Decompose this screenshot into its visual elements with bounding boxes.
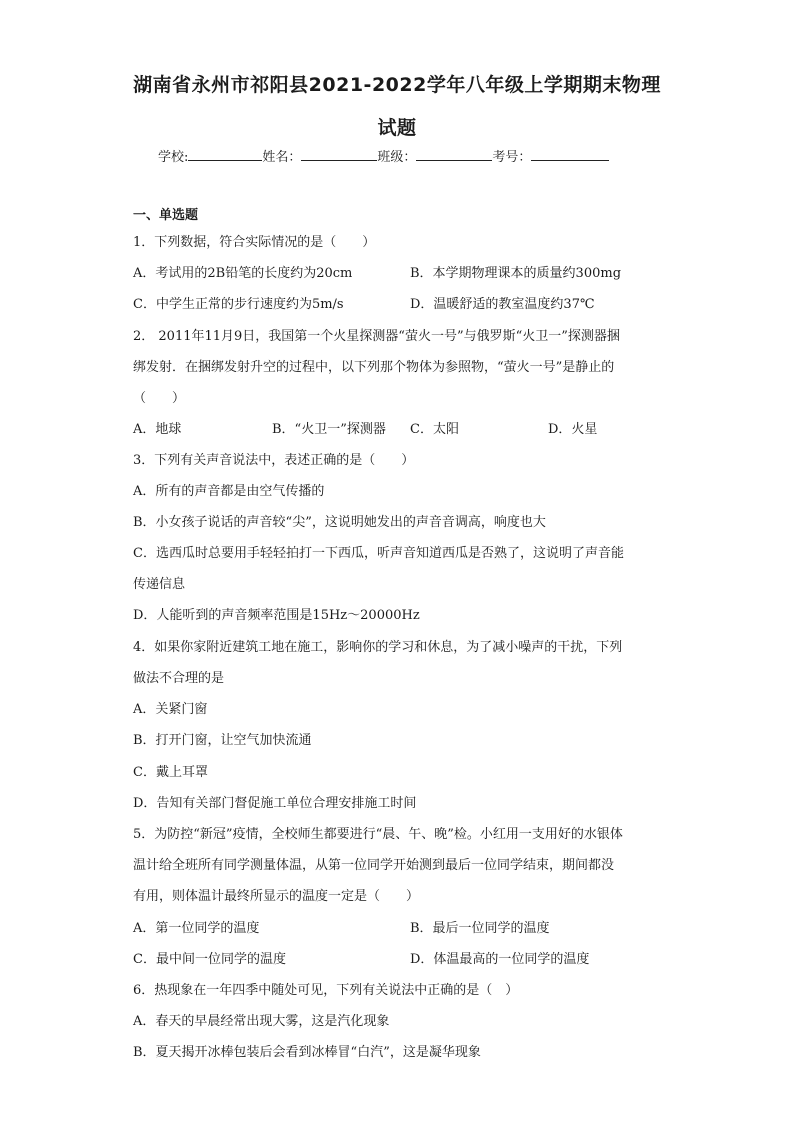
- question-1-stem: 1．下列数据，符合实际情况的是（ ）: [133, 235, 376, 250]
- class-label: 班级：: [377, 150, 417, 165]
- question-2-option-d: D．火星: [548, 422, 598, 437]
- question-5-option-d: D．体温最高的一位同学的温度: [410, 952, 590, 967]
- question-6-stem: 6．热现象在一年四季中随处可见，下列有关说法中正确的是（ ）: [133, 983, 519, 998]
- question-5-stem-line2: 温计给全班所有同学测量体温，从第一位同学开始测到最后一位同学结束，期间都没: [133, 858, 615, 873]
- question-1-option-d: D．温暖舒适的教室温度约37℃: [410, 297, 595, 312]
- question-3-option-d: D．人能听到的声音频率范围是15Hz～20000Hz: [133, 608, 420, 623]
- question-2-stem-line2: 绑发射．在捆绑发射升空的过程中，以下列那个物体为参照物，“萤火一号”是静止的: [133, 360, 615, 375]
- question-4-option-c: C．戴上耳罩: [133, 765, 208, 780]
- question-4-option-d: D．告知有关部门督促施工单位合理安排施工时间: [133, 796, 417, 811]
- question-3-option-c-line1: C．选西瓜时总要用手轻轻拍打一下西瓜，听声音知道西瓜是否熟了，这说明了声音能: [133, 546, 624, 561]
- exam-title-line2: 试题: [377, 117, 417, 139]
- question-2-option-a: A．地球: [133, 422, 182, 437]
- question-2-stem-line1: 2． 2011年11月9日，我国第一个火星探测器“萤火一号”与俄罗斯“火卫一”探测器捆: [133, 329, 620, 344]
- question-1-option-a: A．考试用的2B铅笔的长度约为20cm: [133, 266, 353, 281]
- question-3-option-a: A．所有的声音都是由空气传播的: [133, 484, 325, 499]
- question-4-stem-line1: 4．如果你家附近建筑工地在施工，影响你的学习和休息，为了减小噪声的干扰，下列: [133, 640, 623, 655]
- number-label: 考号：: [492, 150, 532, 165]
- school-label: 学校:: [158, 150, 189, 165]
- question-3-option-c-line2: 传递信息: [133, 577, 186, 592]
- question-6-option-b: B．夏天揭开冰棒包装后会看到冰棒冒“白汽”，这是凝华现象: [133, 1045, 481, 1060]
- question-2-stem-line3: （ ）: [133, 391, 186, 406]
- name-blank: [301, 147, 377, 161]
- school-blank: [188, 147, 262, 161]
- question-5-option-a: A．第一位同学的温度: [133, 921, 260, 936]
- number-blank: [531, 147, 609, 161]
- exam-title-line1: 湖南省永州市祁阳县2021-2022学年八年级上学期期末物理: [133, 74, 661, 96]
- question-1-option-c: C．中学生正常的步行速度约为5m/s: [133, 297, 344, 312]
- question-5-option-c: C．最中间一位同学的温度: [133, 952, 286, 967]
- question-4-stem-line2: 做法不合理的是: [133, 671, 225, 686]
- question-5-option-b: B．最后一位同学的温度: [410, 921, 550, 936]
- question-6-option-a: A．春天的早晨经常出现大雾，这是汽化现象: [133, 1014, 390, 1029]
- question-4-option-a: A．关紧门窗: [133, 702, 208, 717]
- question-2-option-c: C．太阳: [410, 422, 459, 437]
- name-label: 姓名：: [262, 150, 302, 165]
- student-info-row: [158, 146, 609, 165]
- question-3-stem: 3．下列有关声音说法中，表述正确的是（ ）: [133, 453, 415, 468]
- section-heading: 一、单选题: [133, 208, 199, 223]
- question-2-option-b: B．“火卫一”探测器: [272, 422, 386, 437]
- question-5-stem-line3: 有用，则体温计最终所显示的温度一定是（ ）: [133, 889, 420, 904]
- class-blank: [416, 147, 492, 161]
- question-1-option-b: B．本学期物理课本的质量约300mg: [410, 266, 622, 281]
- question-5-stem-line1: 5．为防控“新冠”疫情，全校师生都要进行“晨、午、晚”检。小红用一支用好的水银体: [133, 827, 623, 842]
- question-3-option-b: B．小女孩子说话的声音较“尖”，这说明她发出的声音音调高，响度也大: [133, 515, 546, 530]
- question-4-option-b: B．打开门窗，让空气加快流通: [133, 733, 312, 748]
